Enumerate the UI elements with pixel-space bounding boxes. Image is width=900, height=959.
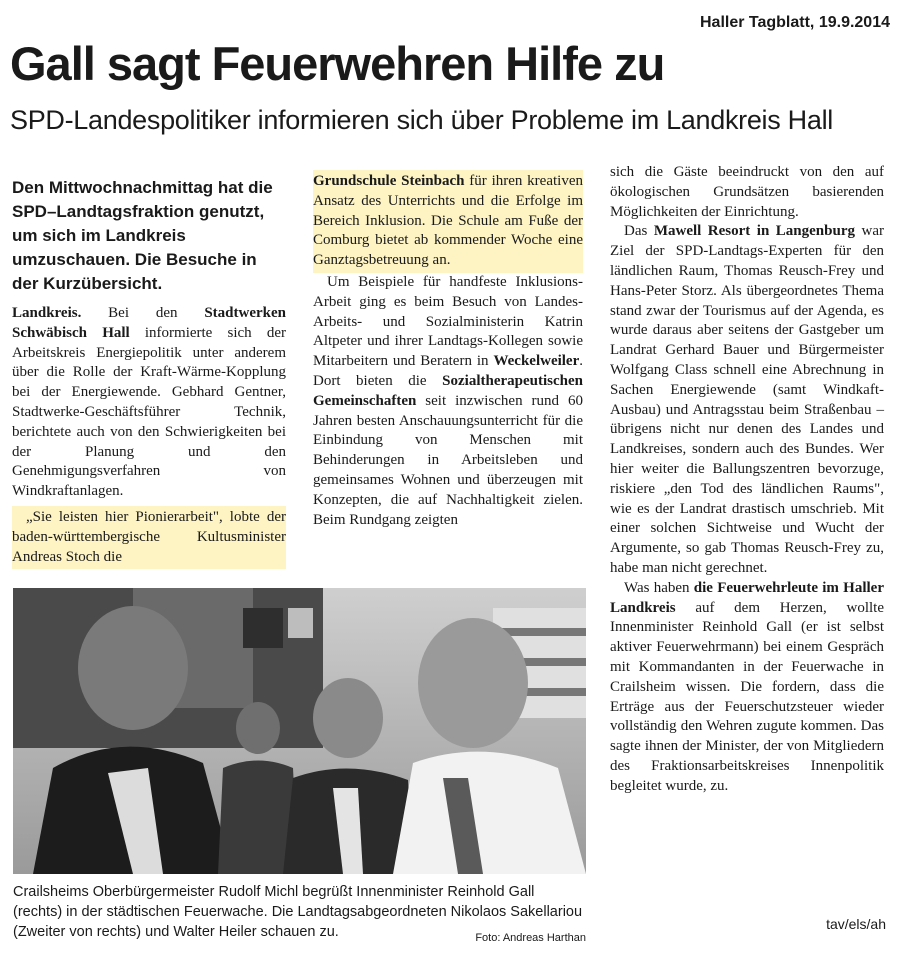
paragraph	[12, 304, 286, 502]
highlighted-paragraph: „Sie leisten hier Pionierarbeit", lobte der baden-württembergische Kultusminister Andreas Stoch die	[12, 506, 286, 569]
text-span: informierte sich der Arbeitskreis Energiepolitik unter anderem über die Rolle der Kraft-Wärme-Kopplung bei der Energiewende. Gebhard Gentner, Stadtwerke-Geschäftsführer Technik, berichtete auch von den Schwierigkeiten bei der Planung und den Genehmigungsverfahren von Windkraftanlagen.	[12, 324, 286, 500]
photo-credit: Foto: Andreas Harthan	[475, 932, 586, 944]
text-span: war Ziel der SPD-Landtags-Experten für den ländlichen Raum, Thomas Reusch-Frey und Hans-Peter Storz. Als übergeordnetes Thema stand zwar der Tourismus auf der Agenda, es wurde daraus aber seitens der Gastgeber um Landrat Gerhard Bauer und Bürgermeister Wolfgang Class schnell eine Abrechnung in Sachen Energiewende (samt Windkaft-Ausbau) und Antragsstau beim Straßenbau – übrigens nicht nur denen des Landes und Landkreises, sondern auch des Bundes. Wer hier weiter die Ballungszentren bevorzuge, riskiere „den Tod des ländlichen Raums", wie es der Landrat drastisch umschrieb. Mit einer solchen Sichtweise und Wucht der Argumente, so gab Thomas Reusch-Frey zu, habe man nicht gerechnet.	[610, 223, 884, 576]
photo-illustration	[13, 588, 586, 874]
photo-caption	[13, 882, 586, 948]
paragraph: sich die Gäste beeindruckt von den auf ökologischen Grundsätzen basierenden Möglichkeiten der Einrichtung.	[610, 164, 884, 220]
paragraph	[610, 579, 884, 797]
text-span: auf dem Herzen, wollte Innenminister Reinhold Gall (er ist selbst aktiver Feuerwehrmann) bei einem Gespräch mit Kommandanten in der Feuerwache in Crailsheim wissen. Die fordern, dass die Erträge aus der Feuerschutzsteuer wieder vollständig den Wehren zugute kommen. Das sagte ihnen der Minister, der von Mitgliedern des Fraktionsarbeitskreises Innenpolitik begleitet wurde, zu.	[610, 599, 884, 794]
paragraph	[313, 273, 583, 530]
caption-text: Crailsheims Oberbürgermeister Rudolf Michl begrüßt Innenminister Reinhold Gall (rechts) in der städtischen Feuerwache. Die Landtagsabgeordneten Nikolaos Sakellariou (Zweiter von rechts) und Walter Heiler schauen zu.	[13, 884, 583, 940]
bold-term: Mawell Resort in Langenburg	[653, 223, 855, 240]
paragraph	[610, 222, 884, 578]
text-span: . Dort bieten die	[313, 353, 583, 389]
news-photo	[13, 588, 586, 874]
text-span: seit inzwischen rund 60 Jahren besten Anschauungsunterricht für die Einbindung von Menschen mit Behinderungen in Arbeitsleben und gemeinsames Wohnen und überzeugen mit Konzepten, die auf Nachhaltigkeit zielen. Beim Rundgang zeigten	[313, 392, 583, 528]
subheadline: SPD-Landespolitiker informieren sich über Probleme im Landkreis Hall	[10, 105, 833, 135]
article-column-1	[12, 304, 286, 569]
bold-term: Sozialtherapeutischen Gemeinschaften	[313, 372, 583, 409]
highlighted-paragraph	[313, 170, 583, 273]
bold-term: Weckelweiler	[493, 353, 580, 370]
dateline: Landkreis.	[12, 305, 82, 321]
text-span: für ihren kreativen Ansatz des Unterrichts und die Erfolge im Bereich Inklusion. Die Schule am Fuße der Comburg bietet ab kommender Woche eine Ganztagsbetreuung an.	[313, 173, 583, 269]
article-column-2	[313, 170, 583, 530]
headline: Gall sagt Feuerwehren Hilfe zu	[10, 37, 665, 90]
lead-paragraph: Den Mittwochnachmittag hat die SPD–Landtagsfraktion genutzt, um sich im Landkreis umzuschauen. Die Besuche in der Kurzübersicht.	[12, 178, 273, 293]
text-span: Was haben	[624, 579, 694, 596]
article-column-3	[610, 163, 884, 797]
author-signoff: tav/els/ah	[826, 916, 886, 932]
bold-term: die Feuerwehrleute im Haller Landkreis	[610, 579, 884, 616]
text-span: Das	[624, 223, 654, 240]
text-span: Bei den	[81, 305, 205, 321]
text-span: Um Beispiele für handfeste Inklusions-Arbeit ging es beim Besuch von Landes-Arbeits- und Sozialministerin Katrin Altpeter und ihrer Landtags-Kollegen sowie Mitarbeitern und Beratern in	[313, 273, 583, 370]
bold-term: Grundschule Steinbach	[313, 173, 465, 189]
newspaper-source: Haller Tagblatt, 19.9.2014	[699, 14, 890, 31]
bold-term: Stadtwerken Schwäbisch Hall	[12, 305, 286, 341]
